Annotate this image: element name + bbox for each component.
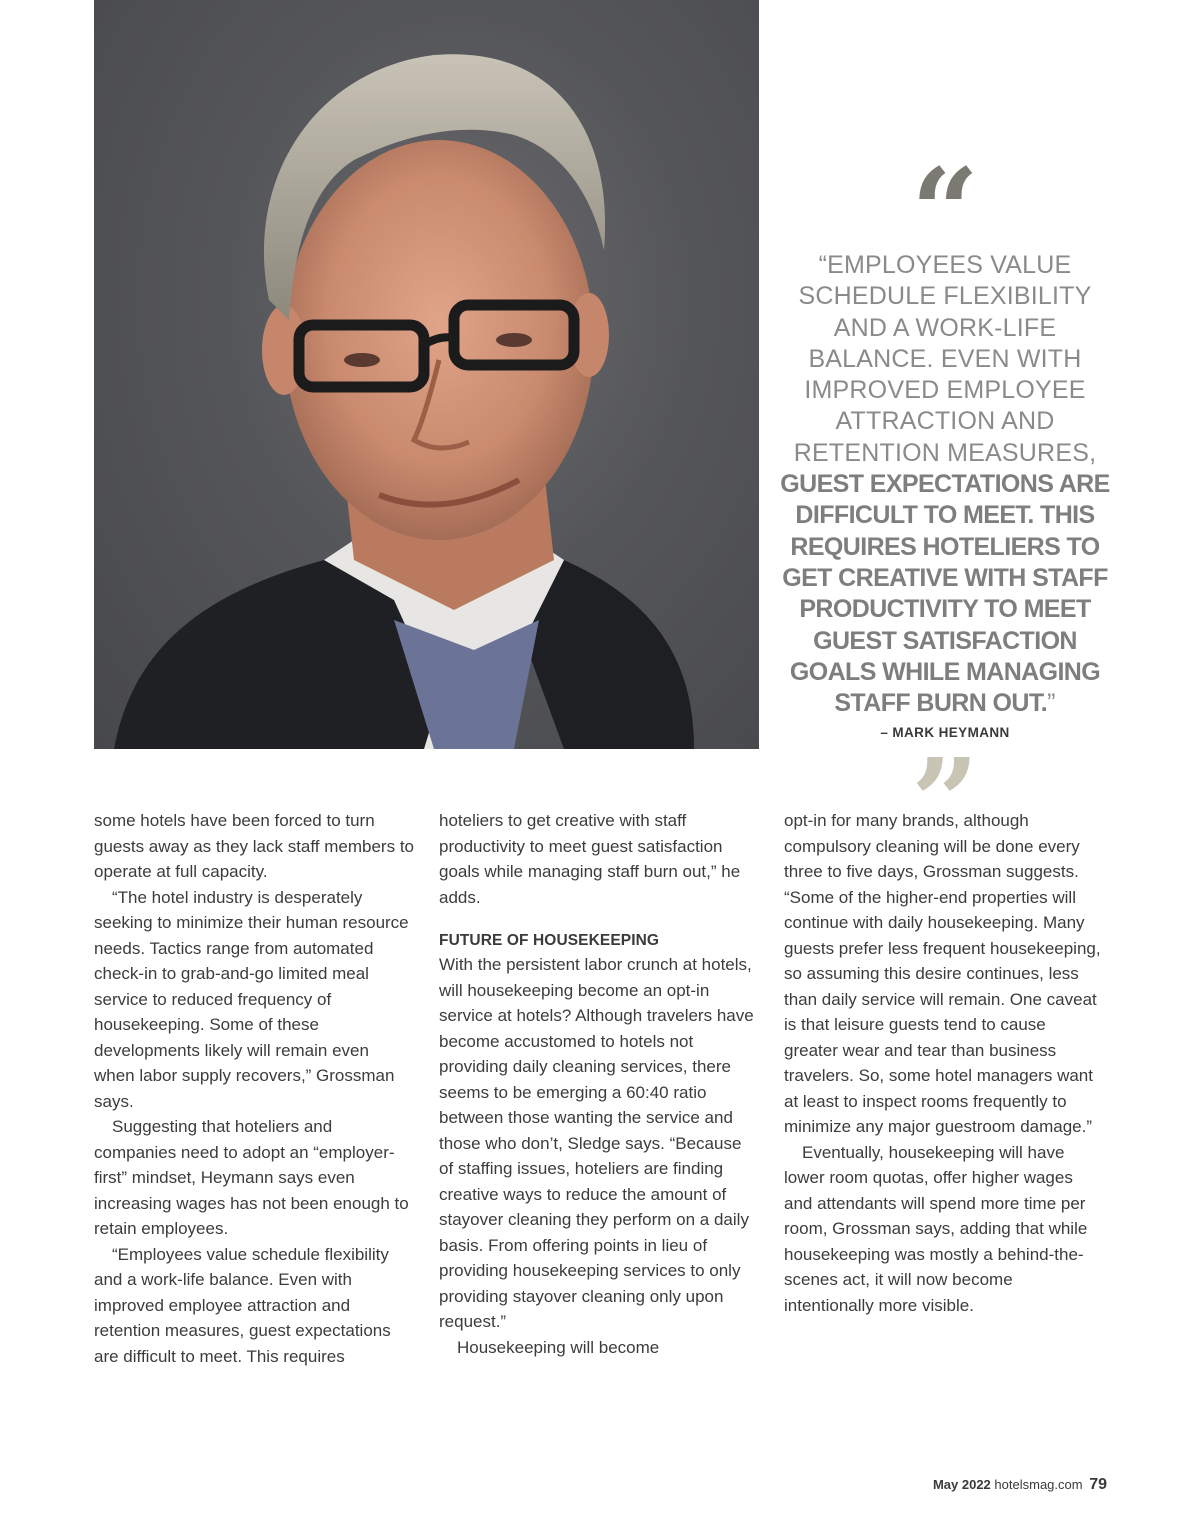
paragraph: “The hotel industry is desperately seeking to minimize their human resource needs. Tactics range from automated check-in to grab-and-go limited meal service to reduced frequency of housekeeping. Some of these developments likely will remain even when labor supply recovers,” Grossman says. <box>94 887 409 1111</box>
paragraph: Eventually, housekeeping will have lower room quotas, offer higher wages and attendants will spend more time per room, Grossman says, adding that while housekeeping was mostly a behind-the-scenes act, it will now become intentionally more visible. <box>784 1142 1088 1315</box>
paragraph: “Employees value schedule flexibility and a work-life balance. Even with improved employee attraction and retention measures, guest expectations are difficult to meet. This requires <box>94 1244 391 1366</box>
paragraph: Suggesting that hoteliers and companies need to adopt an “employer-first” mindset, Heymann says even increasing wages has not been enough to retain employees. <box>94 1117 409 1238</box>
pull-quote <box>780 142 1110 872</box>
folio-month: May 2022 <box>932 1477 991 1492</box>
close-quote-icon: ” <box>911 732 979 872</box>
paragraph: some hotels have been forced to turn guests away as they lack staff members to operate at full capacity. <box>94 811 414 881</box>
open-quote-icon: “ <box>911 142 979 281</box>
pull-quote-light: “EMPLOYEES VALUE SCHEDULE FLEXIBILITY AND A WORK-LIFE BALANCE. EVEN WITH IMPROVED EMPLOYEE ATTRACTION AND RETENTION MEASURES, <box>793 251 1097 467</box>
paragraph: With the persistent labor crunch at hotels, will housekeeping become an opt-in service at hotels? Although travelers have become accustomed to hotels not providing daily cleaning services, there seems to be emerging a 60:40 ratio between those wanting the service and those who don’t, Sledge says. “Because of staffing issues, hoteliers are finding creative ways to reduce the amount of stayover cleaning they perform on a daily basis. From offering points in lieu of providing housekeeping services to only providing stayover cleaning only upon request.” <box>439 955 754 1331</box>
paragraph: hoteliers to get creative with staff productivity to meet guest satisfaction goals while managing staff burn out,” he adds. <box>439 811 741 907</box>
pull-quote-text <box>780 250 1110 719</box>
pull-quote-bold: GUEST EXPECTATIONS ARE DIFFICULT TO MEET. THIS REQUIRES HOTELIERS TO GET CREATIVE WITH STAFF PRODUCTIVITY TO MEET GUEST SATISFACTION GOALS WHILE MANAGING STAFF BURN OUT. <box>780 470 1110 718</box>
paragraph: Housekeeping will become <box>457 1337 660 1357</box>
article-column-3 <box>784 808 1104 1318</box>
pull-quote-end-mark: ” <box>1047 689 1056 718</box>
page-number: 79 <box>1089 1476 1107 1493</box>
section-subhead: FUTURE OF HOUSEKEEPING <box>439 932 660 949</box>
portrait-illustration <box>94 0 759 749</box>
portrait-photo <box>94 0 759 749</box>
pull-quote-attribution: – MARK HEYMANN <box>880 725 1010 741</box>
folio-site: hotelsmag.com <box>994 1477 1083 1492</box>
paragraph: opt-in for many brands, although compulsory cleaning will be done every three to five days, Grossman suggests. “Some of the higher-end properties will continue with daily housekeeping. Many guests prefer less frequent housekeeping, so assuming this desire continues, less than daily service will remain. One caveat is that leisure guests tend to cause greater wear and tear than business travelers. So, some hotel managers want at least to inspect rooms frequently to minimize any major guestroom damage.” <box>784 811 1101 1136</box>
article-column-2 <box>439 808 759 1360</box>
page-folio <box>933 1476 1107 1494</box>
article-column-1 <box>94 808 414 1369</box>
